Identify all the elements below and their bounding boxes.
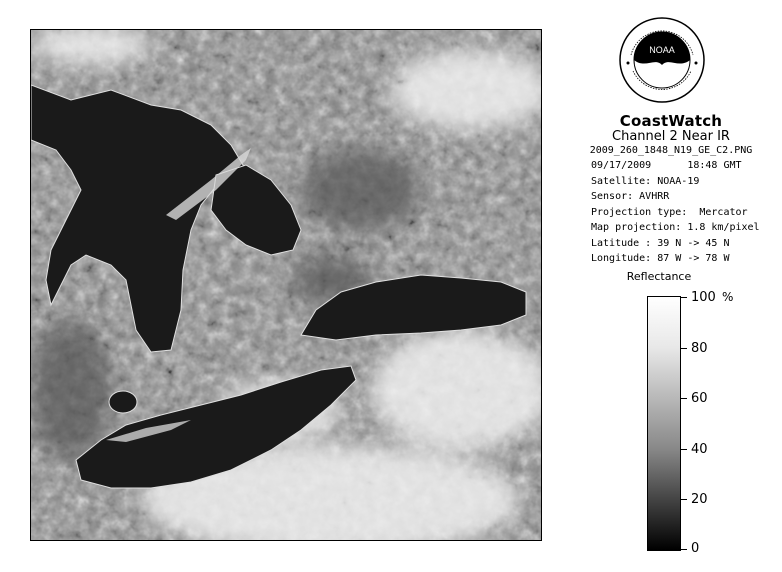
colorbar-tick-label: 80	[691, 341, 708, 356]
noaa-logo-icon	[619, 17, 705, 103]
colorbar-tick	[681, 348, 687, 349]
colorbar-tick-label: 0	[691, 541, 700, 556]
datetime	[560, 158, 782, 174]
colorbar-title: Reflectance	[626, 270, 692, 283]
sensor: Sensor: AVHRR	[591, 191, 670, 202]
colorbar-tick-label: 100	[691, 290, 716, 305]
colorbar-tick	[681, 549, 687, 550]
map-projection: Map projection: 1.8 km/pixel	[591, 222, 760, 233]
satellite-image	[30, 29, 542, 541]
channel-label: Channel 2 Near IR	[612, 129, 730, 144]
lake-st-clair	[109, 391, 137, 413]
brand-title: CoastWatch	[619, 112, 723, 130]
filename: 2009_260_1848_N19_GE_C2.PNG	[589, 145, 753, 156]
image-metadata	[560, 112, 782, 267]
longitude-range: Longitude: 87 W -> 78 W	[591, 253, 730, 264]
logo-text: NOAA	[649, 45, 675, 55]
projection-type: Projection type: Mercator	[591, 206, 748, 218]
latitude-range: Latitude : 39 N -> 45 N	[591, 237, 730, 249]
colorbar-tick-label: 40	[691, 442, 708, 457]
colorbar-unit: %	[722, 290, 734, 304]
colorbar-tick-label: 20	[691, 492, 708, 507]
colorbar-tick	[681, 499, 687, 500]
colorbar-tick	[681, 449, 687, 450]
colorbar-tick	[681, 398, 687, 399]
time: 18:48 GMT	[687, 160, 742, 171]
date: 09/17/2009	[591, 160, 652, 171]
satellite: Satellite: NOAA-19	[591, 175, 700, 187]
colorbar	[647, 296, 681, 551]
colorbar-tick	[681, 297, 687, 298]
colorbar-tick-label: 60	[691, 391, 708, 406]
